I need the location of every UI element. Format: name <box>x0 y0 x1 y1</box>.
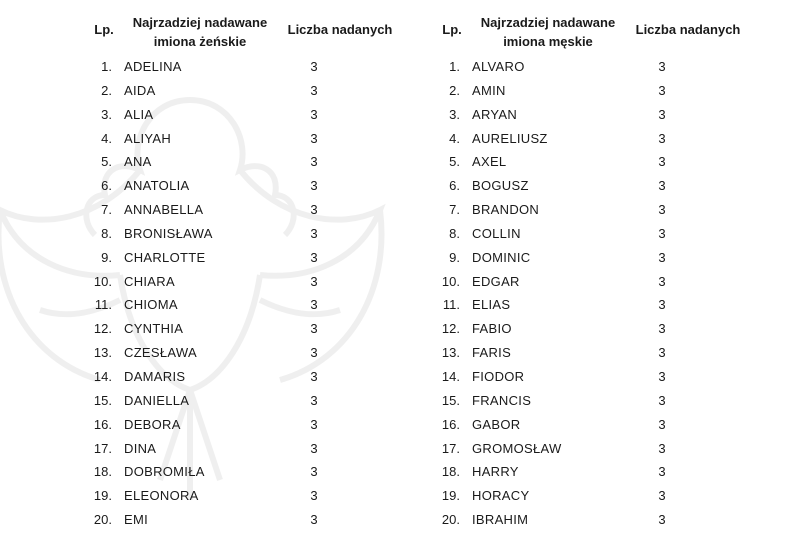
table-row <box>84 389 414 413</box>
name-cell: FRANCIS <box>472 392 532 408</box>
row-number: 13. <box>93 345 112 361</box>
row-number: 12. <box>441 321 460 337</box>
name-cell: FABIO <box>472 321 512 337</box>
name-cell: ALIYAH <box>124 130 172 146</box>
female-rows <box>84 55 414 532</box>
row-number: 10. <box>93 273 112 289</box>
name-cell: ELIAS <box>472 297 511 313</box>
table-row <box>84 270 414 294</box>
count-cell: 3 <box>310 106 318 122</box>
count-cell: 3 <box>310 130 318 146</box>
name-cell: DEBORA <box>124 416 181 432</box>
table-row <box>84 222 414 246</box>
name-cell: EDGAR <box>472 273 520 289</box>
name-cell: ANA <box>124 154 152 170</box>
count-cell: 3 <box>658 249 666 265</box>
count-cell: 3 <box>310 82 318 98</box>
count-cell: 3 <box>658 273 666 289</box>
row-number: 8. <box>101 225 112 241</box>
count-cell: 3 <box>658 178 666 194</box>
table-row <box>84 293 414 317</box>
row-number: 14. <box>93 368 112 384</box>
count-cell: 3 <box>310 512 318 528</box>
name-cell: CHIARA <box>124 273 175 289</box>
row-number: 12. <box>93 321 112 337</box>
row-number: 15. <box>93 392 112 408</box>
row-number: 7. <box>449 202 460 218</box>
table-row <box>84 341 414 365</box>
name-cell: GROMOSŁAW <box>472 440 562 456</box>
table-row <box>432 270 762 294</box>
count-cell: 3 <box>658 345 666 361</box>
table-row <box>432 317 762 341</box>
name-cell: CHIOMA <box>124 297 178 313</box>
row-number: 6. <box>101 178 112 194</box>
table-row <box>84 198 414 222</box>
count-cell: 3 <box>658 440 666 456</box>
row-number: 17. <box>93 440 112 456</box>
row-number: 3. <box>101 106 112 122</box>
name-cell: AURELIUSZ <box>472 130 548 146</box>
row-number: 11. <box>94 297 112 313</box>
table-row <box>432 341 762 365</box>
row-number: 9. <box>101 249 112 265</box>
count-cell: 3 <box>658 392 666 408</box>
row-number: 18. <box>93 464 112 480</box>
count-cell: 3 <box>310 392 318 408</box>
count-cell: 3 <box>658 416 666 432</box>
table-row <box>432 150 762 174</box>
count-cell: 3 <box>310 178 318 194</box>
count-cell: 3 <box>658 106 666 122</box>
row-number: 2. <box>449 82 460 98</box>
name-cell: HARRY <box>472 464 519 480</box>
name-cell: FIODOR <box>472 368 525 384</box>
count-cell: 3 <box>658 464 666 480</box>
count-cell: 3 <box>310 440 318 456</box>
count-cell: 3 <box>310 225 318 241</box>
name-cell: DINA <box>124 440 157 456</box>
count-cell: 3 <box>658 225 666 241</box>
name-cell: ELEONORA <box>124 488 199 504</box>
row-number: 6. <box>449 178 460 194</box>
name-cell: GABOR <box>472 416 521 432</box>
name-cell: ANATOLIA <box>124 178 190 194</box>
row-number: 8. <box>449 225 460 241</box>
count-cell: 3 <box>310 345 318 361</box>
names-column-header <box>468 13 628 51</box>
row-number: 4. <box>449 130 460 146</box>
table-row <box>84 246 414 270</box>
row-number: 18. <box>441 464 460 480</box>
table-row <box>84 103 414 127</box>
count-column-header: Liczba nadanych <box>287 22 393 37</box>
name-cell: FARIS <box>472 345 512 361</box>
name-cell: DOBROMIŁA <box>124 464 205 480</box>
table-row <box>432 508 762 532</box>
count-cell: 3 <box>658 512 666 528</box>
row-number: 15. <box>441 392 460 408</box>
name-cell: DAMARIS <box>124 368 186 384</box>
row-number: 20. <box>93 512 112 528</box>
row-number: 9. <box>449 249 460 265</box>
name-cell: BRANDON <box>472 202 540 218</box>
name-cell: CZESŁAWA <box>124 345 197 361</box>
name-cell: BRONISŁAWA <box>124 225 213 241</box>
row-number: 13. <box>441 345 460 361</box>
table-row <box>84 508 414 532</box>
count-cell: 3 <box>310 154 318 170</box>
table-row <box>432 246 762 270</box>
table-row <box>432 293 762 317</box>
row-number: 19. <box>441 488 460 504</box>
table-row <box>84 413 414 437</box>
count-cell: 3 <box>310 488 318 504</box>
name-cell: CHARLOTTE <box>124 249 206 265</box>
name-cell: DOMINIC <box>472 249 531 265</box>
name-cell: IBRAHIM <box>472 512 529 528</box>
table-row <box>432 437 762 461</box>
table-row <box>84 365 414 389</box>
name-cell: HORACY <box>472 488 530 504</box>
table-row <box>432 198 762 222</box>
table-row <box>84 437 414 461</box>
name-cell: AIDA <box>124 82 156 98</box>
table-row <box>84 484 414 508</box>
count-cell: 3 <box>310 202 318 218</box>
table-row <box>432 174 762 198</box>
table-row <box>432 365 762 389</box>
count-cell: 3 <box>310 297 318 313</box>
table-row <box>432 79 762 103</box>
row-number: 5. <box>101 154 112 170</box>
lp-column-header: Lp. <box>94 22 114 37</box>
count-cell: 3 <box>658 154 666 170</box>
name-cell: BOGUSZ <box>472 178 529 194</box>
table-row <box>84 55 414 79</box>
row-number: 10. <box>441 273 460 289</box>
table-row <box>432 484 762 508</box>
name-cell: EMI <box>124 512 149 528</box>
male-rows <box>432 55 762 532</box>
count-cell: 3 <box>658 297 666 313</box>
count-cell: 3 <box>658 488 666 504</box>
table-row <box>84 150 414 174</box>
row-number: 3. <box>449 106 460 122</box>
name-cell: DANIELLA <box>124 392 190 408</box>
table-row <box>432 413 762 437</box>
names-column-header <box>120 13 280 51</box>
row-number: 5. <box>449 154 460 170</box>
count-cell: 3 <box>658 321 666 337</box>
row-number: 1. <box>449 59 460 74</box>
table-row <box>432 103 762 127</box>
row-number: 2. <box>101 82 112 98</box>
name-cell: ALIA <box>124 106 154 122</box>
name-cell: CYNTHIA <box>124 321 184 337</box>
name-cell: ALVARO <box>472 59 525 74</box>
count-cell: 3 <box>310 368 318 384</box>
count-column-header: Liczba nadanych <box>635 22 741 37</box>
row-number: 11. <box>442 297 460 313</box>
table-row <box>432 127 762 151</box>
table-row <box>432 55 762 79</box>
count-cell: 3 <box>310 273 318 289</box>
row-number: 19. <box>93 488 112 504</box>
names-header-line1: Najrzadziej nadawane <box>480 15 616 30</box>
count-cell: 3 <box>310 464 318 480</box>
count-cell: 3 <box>658 82 666 98</box>
row-number: 16. <box>93 416 112 432</box>
count-cell: 3 <box>658 202 666 218</box>
table-row <box>84 174 414 198</box>
row-number: 4. <box>101 130 112 146</box>
lp-column-header: Lp. <box>442 22 462 37</box>
row-number: 7. <box>101 202 112 218</box>
table-row <box>432 222 762 246</box>
count-cell: 3 <box>658 59 666 74</box>
table-row <box>432 460 762 484</box>
row-number: 1. <box>101 59 112 74</box>
names-header-line2: imiona męskie <box>503 34 593 49</box>
row-number: 14. <box>441 368 460 384</box>
names-header-line1: Najrzadziej nadawane <box>132 15 268 30</box>
name-cell: AXEL <box>472 154 507 170</box>
count-cell: 3 <box>310 59 318 74</box>
table-row <box>84 127 414 151</box>
row-number: 20. <box>441 512 460 528</box>
name-cell: ANNABELLA <box>124 202 204 218</box>
table-row <box>432 389 762 413</box>
table-row <box>84 317 414 341</box>
count-cell: 3 <box>310 249 318 265</box>
name-cell: ARYAN <box>472 106 518 122</box>
row-number: 17. <box>441 440 460 456</box>
count-cell: 3 <box>310 416 318 432</box>
row-number: 16. <box>441 416 460 432</box>
name-cell: ADELINA <box>124 59 182 74</box>
count-cell: 3 <box>658 368 666 384</box>
name-cell: AMIN <box>472 82 506 98</box>
table-row <box>84 79 414 103</box>
table-row <box>84 460 414 484</box>
count-cell: 3 <box>310 321 318 337</box>
names-header-line2: imiona żeńskie <box>153 34 247 49</box>
count-cell: 3 <box>658 130 666 146</box>
name-cell: COLLIN <box>472 225 521 241</box>
